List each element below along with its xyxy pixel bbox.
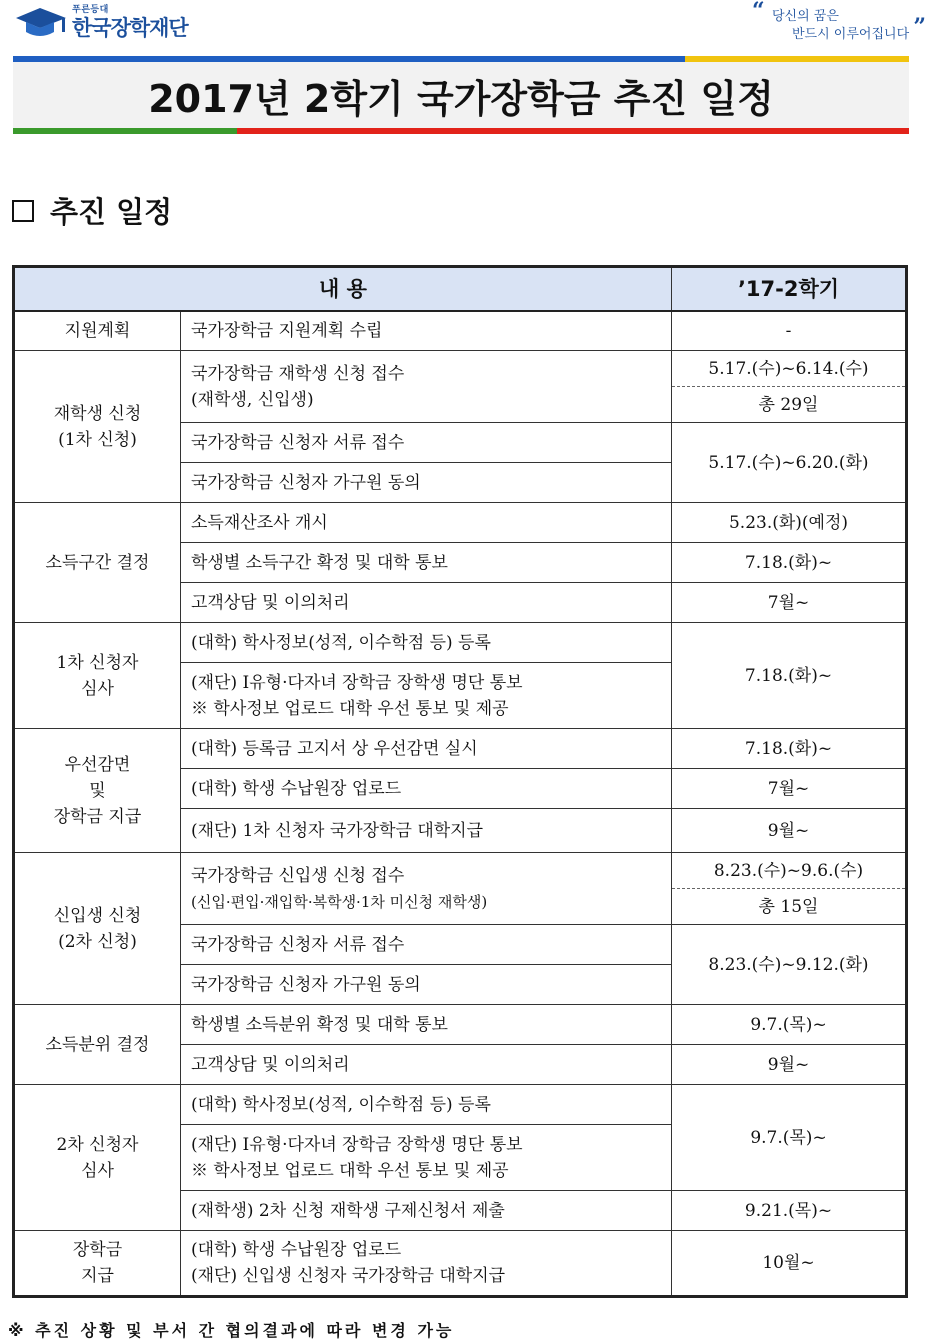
category-cell: 소득분위 결정 <box>14 1005 181 1085</box>
category-line: 1차 신청자 <box>56 652 139 673</box>
title-bottom-stripe <box>13 128 909 134</box>
open-quote-glyph: “ <box>752 0 765 24</box>
category-line: (2차 신청) <box>58 931 137 952</box>
task-cell <box>181 663 672 729</box>
date-cell: 7월~ <box>672 769 907 809</box>
task-cell: (대학) 등록금 고지서 상 우선감면 실시 <box>181 729 672 769</box>
table-row <box>14 853 907 889</box>
date-cell: 7.18.(화)~ <box>672 623 907 729</box>
green-stripe <box>13 128 237 134</box>
task-cell: 국가장학금 신청자 서류 접수 <box>181 925 672 965</box>
logo <box>14 2 188 44</box>
task-cell: 국가장학금 신청자 가구원 동의 <box>181 463 672 503</box>
task-cell: (재학생) 2차 신청 재학생 구제신청서 제출 <box>181 1191 672 1231</box>
header-content: 내 용 <box>14 267 672 311</box>
task-cell: 국가장학금 신청자 가구원 동의 <box>181 965 672 1005</box>
task-cell: 소득재산조사 개시 <box>181 503 672 543</box>
category-cell <box>14 853 181 1005</box>
table-row <box>14 1231 907 1297</box>
task-cell: 고객상담 및 이의처리 <box>181 1045 672 1085</box>
task-line: (재학생, 신입생) <box>191 389 314 410</box>
category-cell <box>14 1231 181 1297</box>
category-line: 재학생 신청 <box>53 403 142 424</box>
table-row <box>14 311 907 351</box>
date-cell: 7.18.(화)~ <box>672 729 907 769</box>
task-cell: (대학) 학사정보(성적, 이수학점 등) 등록 <box>181 623 672 663</box>
date-total-cell: 총 29일 <box>672 387 907 423</box>
task-line: 국가장학금 재학생 신청 접수 <box>191 363 405 384</box>
date-cell: - <box>672 311 907 351</box>
category-line: 및 <box>89 780 106 801</box>
category-cell: 지원계획 <box>14 311 181 351</box>
red-stripe <box>237 128 909 134</box>
date-cell: 8.23.(수)~9.6.(수) <box>672 853 907 889</box>
task-cell: 학생별 소득구간 확정 및 대학 통보 <box>181 543 672 583</box>
task-cell <box>181 1231 672 1297</box>
footnote: ※ 추진 상황 및 부서 간 협의결과에 따라 변경 가능 <box>8 1321 455 1339</box>
date-cell: 9.21.(목)~ <box>672 1191 907 1231</box>
task-line: (재단) I유형·다자녀 장학금 장학생 명단 통보 <box>191 672 523 693</box>
title-banner <box>13 56 909 134</box>
yellow-stripe <box>685 56 909 62</box>
title-top-stripe <box>13 56 909 62</box>
schedule-table <box>12 265 908 1298</box>
logo-tagline: 푸른등대 <box>72 5 109 15</box>
task-note: ※ 학사정보 업로드 대학 우선 통보 및 제공 <box>191 698 509 719</box>
header-semester: ’17-2학기 <box>672 267 907 311</box>
category-line: 장학금 <box>72 1240 123 1260</box>
category-line: 신입생 신청 <box>53 905 142 926</box>
task-cell: (대학) 학생 수납원장 업로드 <box>181 769 672 809</box>
task-cell <box>181 1125 672 1191</box>
task-line: (대학) 학생 수납원장 업로드 <box>191 1240 402 1260</box>
task-line: (신입·편입·재입학·복학생·1차 미신청 재학생) <box>191 892 488 911</box>
task-cell: 국가장학금 지원계획 수립 <box>181 311 672 351</box>
logo-name: 한국장학재단 <box>72 16 188 40</box>
date-cell: 5.23.(화)(예정) <box>672 503 907 543</box>
task-cell <box>181 853 672 925</box>
date-cell: 10월~ <box>672 1231 907 1297</box>
category-cell <box>14 729 181 853</box>
date-cell: 9월~ <box>672 1045 907 1085</box>
task-line: (재단) 신입생 신청자 국가장학금 대학지급 <box>191 1266 506 1286</box>
task-line: 국가장학금 신입생 신청 접수 <box>191 865 405 886</box>
date-cell: 9.7.(목)~ <box>672 1005 907 1045</box>
table-row <box>14 1085 907 1125</box>
date-cell: 8.23.(수)~9.12.(화) <box>672 925 907 1005</box>
checkbox-icon <box>12 200 34 222</box>
category-cell: 소득구간 결정 <box>14 503 181 623</box>
date-cell: 5.17.(수)~6.20.(화) <box>672 423 907 503</box>
category-line: 지급 <box>81 1266 114 1286</box>
table-row <box>14 729 907 769</box>
page-title: 2017년 2학기 국가장학금 추진 일정 <box>148 77 774 121</box>
date-cell: 7월~ <box>672 583 907 623</box>
category-cell <box>14 623 181 729</box>
category-line: 2차 신청자 <box>56 1134 139 1155</box>
slogan <box>752 0 926 42</box>
section-title: 추진 일정 <box>50 195 173 229</box>
table-row <box>14 1005 907 1045</box>
date-cell: 7.18.(화)~ <box>672 543 907 583</box>
task-note: ※ 학사정보 업로드 대학 우선 통보 및 제공 <box>191 1160 509 1181</box>
task-cell: 국가장학금 신청자 서류 접수 <box>181 423 672 463</box>
category-line: 장학금 지급 <box>53 806 142 827</box>
task-cell: 고객상담 및 이의처리 <box>181 583 672 623</box>
task-cell <box>181 351 672 423</box>
category-line: 심사 <box>81 1160 114 1181</box>
table-header-row <box>14 267 907 311</box>
close-quote-glyph: ” <box>913 14 926 40</box>
category-cell <box>14 351 181 503</box>
task-cell: (재단) 1차 신청자 국가장학금 대학지급 <box>181 809 672 853</box>
graduation-cap-icon <box>14 6 70 40</box>
task-line: (재단) I유형·다자녀 장학금 장학생 명단 통보 <box>191 1134 523 1155</box>
table-row <box>14 503 907 543</box>
date-total-cell: 총 15일 <box>672 889 907 925</box>
table-row <box>14 351 907 387</box>
blue-stripe <box>13 56 685 62</box>
date-cell: 9.7.(목)~ <box>672 1085 907 1191</box>
category-cell <box>14 1085 181 1231</box>
category-line: 우선감면 <box>64 754 131 775</box>
task-cell: (대학) 학사정보(성적, 이수학점 등) 등록 <box>181 1085 672 1125</box>
section-heading <box>12 190 172 231</box>
slogan-line-2: 반드시 이루어집니다 <box>792 27 910 42</box>
date-cell: 5.17.(수)~6.14.(수) <box>672 351 907 387</box>
category-line: (1차 신청) <box>58 429 137 450</box>
task-cell: 학생별 소득분위 확정 및 대학 통보 <box>181 1005 672 1045</box>
category-line: 심사 <box>81 678 114 699</box>
date-cell: 9월~ <box>672 809 907 853</box>
table-row <box>14 623 907 663</box>
slogan-line-1: 당신의 꿈은 <box>772 9 839 24</box>
